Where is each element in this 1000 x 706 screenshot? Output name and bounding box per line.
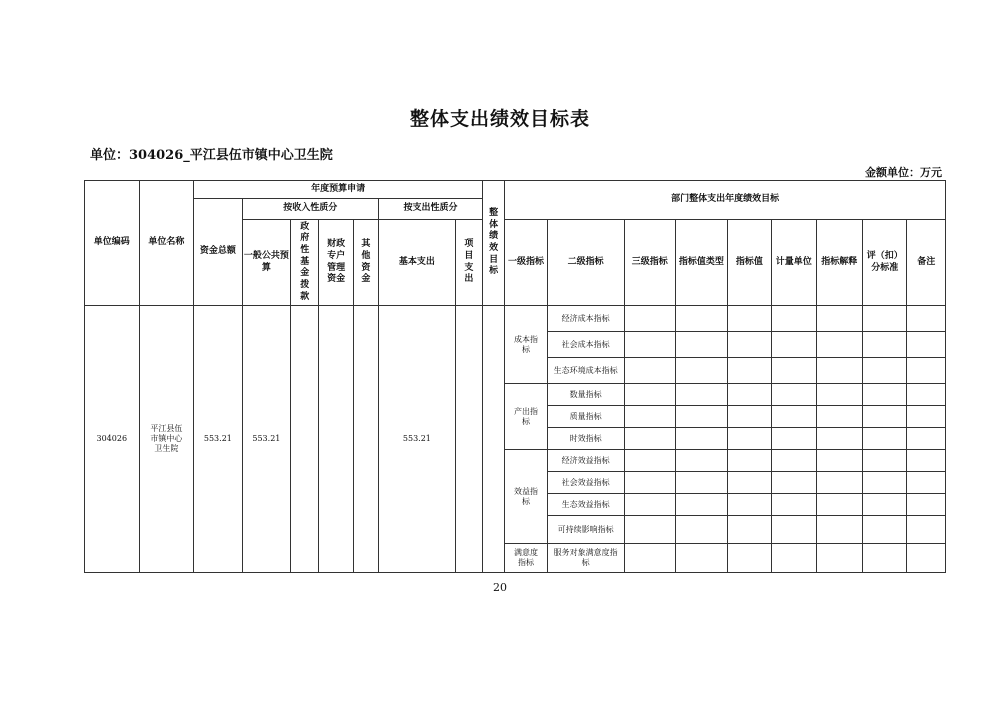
performance-goal-table <box>84 180 946 573</box>
header-annual-budget: 年度预算申请 <box>194 181 483 199</box>
level2-item: 社会成本指标 <box>547 332 624 358</box>
header-remark: 备注 <box>907 220 946 306</box>
cell-unit-name: 平江县伍市镇中心卫生院 <box>139 306 194 573</box>
level2-item: 经济效益指标 <box>547 450 624 472</box>
level2-item: 生态环境成本指标 <box>547 358 624 384</box>
cell-general-budget: 553.21 <box>242 306 291 573</box>
header-by-expense: 按支出性质分 <box>379 199 483 220</box>
cell-fiscal-special <box>319 306 353 573</box>
level2-item: 经济成本指标 <box>547 306 624 332</box>
header-general-budget: 一般公共预算 <box>242 220 291 306</box>
level2-item: 时效指标 <box>547 428 624 450</box>
level1-benefit: 效益指标 <box>505 450 547 544</box>
header-dept-goals: 部门整体支出年度绩效目标 <box>505 181 946 220</box>
cell-gov-fund <box>291 306 319 573</box>
header-basic-expense: 基本支出 <box>379 220 456 306</box>
level2-item: 服务对象满意度指标 <box>547 544 624 573</box>
header-overall-goal: 整体绩效目标 <box>483 181 505 306</box>
cell-overall-goal <box>483 306 505 573</box>
level2-item: 质量指标 <box>547 406 624 428</box>
cell-unit-code: 304026 <box>85 306 140 573</box>
level2-item: 社会效益指标 <box>547 472 624 494</box>
header-value-type: 指标值类型 <box>676 220 728 306</box>
level1-cost: 成本指标 <box>505 306 547 384</box>
cell-basic-expense: 553.21 <box>379 306 456 573</box>
header-total-funds: 资金总额 <box>194 199 243 306</box>
header-level3: 三级指标 <box>624 220 676 306</box>
header-fiscal-special: 财政专户管理资金 <box>319 220 353 306</box>
header-level1: 一级指标 <box>505 220 547 306</box>
header-by-income: 按收入性质分 <box>242 199 378 220</box>
amount-unit-label: 金额单位：万元 <box>865 166 942 179</box>
header-level2: 二级指标 <box>547 220 624 306</box>
header-unit-measure: 计量单位 <box>772 220 816 306</box>
header-scoring: 评（扣）分标准 <box>862 220 906 306</box>
cell-project-expense <box>455 306 482 573</box>
header-explanation: 指标解释 <box>816 220 862 306</box>
unit-label: 单位：304026_平江县伍市镇中心卫生院 <box>90 148 333 163</box>
level2-item: 数量指标 <box>547 384 624 406</box>
header-project-expense: 项目支出 <box>455 220 482 306</box>
header-unit-name: 单位名称 <box>139 181 194 306</box>
level2-item: 生态效益指标 <box>547 494 624 516</box>
cell-other-funds <box>353 306 378 573</box>
header-value: 指标值 <box>727 220 771 306</box>
level2-item: 可持续影响指标 <box>547 516 624 544</box>
cell-total-funds: 553.21 <box>194 306 243 573</box>
header-gov-fund: 政府性基金拨款 <box>291 220 319 306</box>
table-row <box>85 306 946 332</box>
document-title: 整体支出绩效目标表 <box>409 108 590 130</box>
header-unit-code: 单位编码 <box>85 181 140 306</box>
page-number: 20 <box>493 581 507 594</box>
header-other-funds: 其他资金 <box>353 220 378 306</box>
level1-satisfaction: 满意度指标 <box>505 544 547 573</box>
level1-output: 产出指标 <box>505 384 547 450</box>
